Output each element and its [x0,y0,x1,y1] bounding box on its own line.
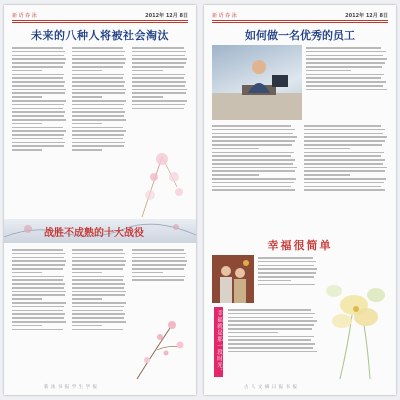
newspaper-page-right [204,5,396,395]
text-line [12,302,66,304]
text-line [212,186,291,188]
article-text-column [258,255,318,305]
text-line [72,302,126,304]
text-line [72,253,125,255]
article-text-column [12,247,67,377]
text-line [72,321,126,323]
article-text-column [306,45,388,120]
text-line [72,55,124,57]
text-line [12,142,65,144]
cherry-blossom-illustration [132,305,188,379]
text-line [306,89,387,91]
text-line [12,55,64,57]
text-line [12,47,63,49]
text-line [132,66,184,68]
text-line [304,144,382,146]
office-worker-photo [212,45,302,120]
text-line [132,55,185,57]
text-line [12,287,64,289]
text-line [212,170,295,172]
text-line [304,152,384,154]
text-line [212,155,291,157]
text-line [306,55,383,57]
text-line [228,343,315,345]
text-line [12,276,64,278]
header-rule [212,20,388,21]
text-line [304,186,381,188]
text-line [228,317,313,319]
text-line [132,276,185,278]
text-line [132,253,186,255]
text-line [72,329,123,331]
text-line [72,306,124,308]
text-line [72,313,125,315]
text-line [72,62,125,64]
text-line [72,111,125,113]
masthead-label: 新 语 春 泳 [212,13,237,19]
text-line [12,119,66,121]
text-line [12,298,42,300]
text-line [72,276,124,278]
text-line [72,70,102,72]
text-line [306,70,351,72]
text-line [304,159,385,161]
header-rule-thin [212,22,388,23]
text-line [228,336,314,338]
text-line [12,329,63,331]
text-line [12,321,66,323]
text-line [72,325,102,327]
text-line [132,260,187,262]
text-line [258,261,316,263]
text-line [12,127,63,129]
text-line [72,272,102,274]
text-line [12,81,65,83]
text-line [306,66,382,68]
text-line [306,51,386,53]
text-line [12,283,65,285]
family-photo [212,255,254,303]
text-line [72,104,124,106]
page-header [12,11,188,20]
masthead-label: 新 语 春 泳 [12,13,37,19]
text-line [72,77,123,79]
text-line [132,89,187,91]
text-line [304,129,385,131]
text-line [228,328,312,330]
text-line [12,70,42,72]
text-line [72,130,126,132]
text-line [306,85,383,87]
text-line [132,249,184,251]
text-line [212,136,297,138]
article-title: 战胜不成熟的十大战役 [44,228,144,239]
text-line [72,283,125,285]
text-line [304,125,381,127]
text-line [12,149,42,151]
text-line [12,104,64,106]
text-line [12,279,63,281]
yellow-flower-illustration [320,255,390,379]
text-line [72,108,123,110]
text-line [72,74,124,76]
text-line [212,144,292,146]
text-line [304,189,385,191]
text-line [72,96,102,98]
text-line [12,291,66,293]
text-line [72,142,125,144]
text-line [212,129,295,131]
text-line [304,155,381,157]
text-line [212,189,295,191]
text-line [12,66,63,68]
text-line [12,100,66,102]
text-line [72,119,126,121]
article-text-column [132,45,188,145]
text-line [132,77,184,79]
text-line [212,163,293,165]
text-line [132,257,185,259]
text-line [228,320,317,322]
text-line [12,108,63,110]
text-line [72,310,123,312]
text-line [258,276,314,278]
text-line [132,92,186,94]
text-line [72,85,124,87]
text-line [212,152,294,154]
text-line [12,58,66,60]
text-line [72,145,124,147]
text-line [12,85,64,87]
text-line [72,264,125,266]
text-line [12,62,65,64]
text-line [228,309,311,311]
text-line [212,178,296,180]
text-line [72,291,126,293]
text-line [72,257,124,259]
text-line [228,313,315,315]
newspaper-page-left [4,5,196,395]
text-line [306,77,381,79]
text-line [132,268,184,270]
text-line [72,287,124,289]
article-text-column [72,45,127,215]
text-line [132,70,163,72]
text-line [72,81,125,83]
text-line [132,85,185,87]
text-line [72,134,124,136]
text-line [72,317,124,319]
text-line [304,136,387,138]
text-line [12,253,65,255]
text-line [228,351,317,353]
text-line [12,272,42,274]
text-line [12,92,65,94]
text-line [132,58,187,60]
text-line [72,279,123,281]
text-line [12,257,64,259]
text-line [304,167,387,169]
text-line [12,145,64,147]
text-line [12,74,64,76]
article-title: 未来的八种人将被社会淘汰 [31,29,169,42]
text-line [12,264,65,266]
article-text-column [132,247,188,302]
text-line [258,280,291,282]
text-line [12,260,66,262]
text-line [72,149,102,151]
header-rule [12,20,188,21]
text-line [212,148,259,150]
text-line [306,58,387,60]
quote-band: 幸福就是那一段时光，最平凡的小事中 [214,307,223,377]
text-line [212,167,297,169]
text-line [12,294,65,296]
text-line [72,51,125,53]
text-line [132,272,163,274]
text-line [304,140,385,142]
text-line [212,125,291,127]
text-line [212,133,293,135]
text-line [72,268,123,270]
text-line [72,298,102,300]
text-line [304,174,350,176]
text-line [228,324,314,326]
text-line [12,134,64,136]
text-line [72,294,125,296]
text-line [72,127,123,129]
text-line [12,306,64,308]
text-line [132,62,186,64]
text-line [12,96,42,98]
text-line [212,174,259,176]
text-line [304,178,386,180]
text-line [72,66,123,68]
text-line [72,47,123,49]
article-text-column [304,123,388,233]
text-line [12,123,42,125]
text-line [258,257,313,259]
text-line [258,265,314,267]
text-line [304,148,350,150]
article-title: 幸福很简单 [267,239,333,252]
text-line [212,159,295,161]
page-footer: 古 人 文 摘 日 报 书 报 [244,385,298,390]
article-title: 如何做一名优秀的员工 [245,29,355,42]
text-line [72,89,126,91]
text-line [304,182,384,184]
text-line [132,81,186,83]
text-line [12,268,63,270]
text-line [12,138,63,140]
text-line [228,339,311,341]
text-line [306,81,386,83]
page-footer: 新 泳 书 报 学 生 学 报 [44,385,98,390]
text-line [72,260,126,262]
text-line [306,74,384,76]
text-line [132,279,184,281]
text-line [12,130,66,132]
text-line [12,77,63,79]
issue-date: 2012年 12月 8日 [145,13,188,19]
text-line [228,332,278,334]
text-line [12,51,65,53]
text-line [304,163,383,165]
text-line [304,133,383,135]
page-header [212,11,388,20]
article-text-column [72,247,127,377]
text-line [132,100,187,102]
text-line [228,347,313,349]
text-line [12,249,63,251]
text-line [132,108,184,110]
text-line [304,170,385,172]
text-line [12,313,65,315]
text-line [12,310,63,312]
text-line [72,100,126,102]
text-line [12,111,65,113]
text-line [12,317,64,319]
header-rule-thin [12,22,188,23]
flower-illustration [132,147,188,217]
text-line [12,325,42,327]
text-line [132,74,185,76]
text-line [72,58,126,60]
article-text-column [228,307,318,379]
text-line [212,182,294,184]
text-line [212,140,295,142]
text-line [72,138,123,140]
text-line [132,47,184,49]
text-line [12,115,64,117]
text-line [132,264,186,266]
text-line [72,123,102,125]
text-line [132,104,185,106]
text-line [258,284,315,286]
text-line [72,92,125,94]
text-line [258,272,316,274]
text-line [306,47,381,49]
text-line [72,115,124,117]
issue-date: 2012年 12月 8日 [345,13,388,19]
text-line [12,89,66,91]
text-line [258,268,317,270]
text-line [132,51,186,53]
text-line [72,249,123,251]
text-line [132,96,163,98]
article-text-column [12,45,67,215]
article-text-column [212,123,298,233]
text-line [306,62,385,64]
